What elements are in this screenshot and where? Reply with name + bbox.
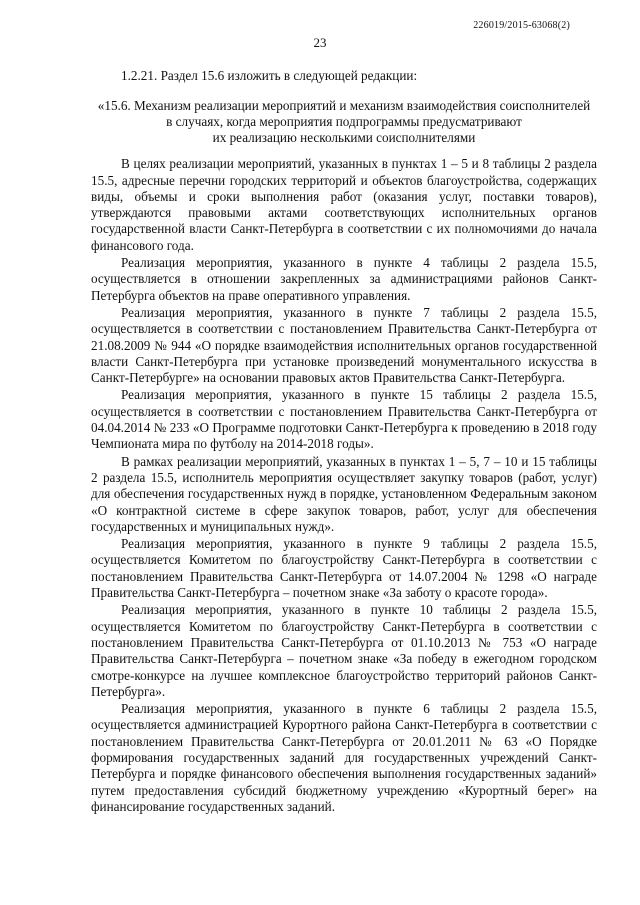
paragraph: Реализация мероприятия, указанного в пункте 7 таблицы 2 раздела 15.5, осуществляется в соответствии с постановлением Правительства Санкт-Петербурга от 21.08.2009 № 944 «О порядке взаимодействия исполнительных органов государственной власти Санкт-Петербурга при установке произведений монументального искусства в Санкт-Петербурге» на основании правовых актов Правительства Санкт-Петербурга.: [91, 304, 597, 386]
paragraph: В целях реализации мероприятий, указанных в пунктах 1 – 5 и 8 таблицы 2 раздела 15.5, адресные перечни городских территорий и объектов благоустройства, содержащих виды, объемы и сроки выполнения работ (оказания услуг, поставки товаров), утверждаются правовыми актами соответствующих исполнительных органов государственной власти Санкт-Петербурга в соответствии с их полномочиями до начала финансового года.: [91, 156, 597, 253]
paragraph: Реализация мероприятия, указанного в пункте 4 таблицы 2 раздела 15.5, осуществляется в отношении закрепленных за администрациями районов Санкт-Петербурга объектов на праве оперативного управления.: [91, 255, 597, 303]
page-number: 23: [313, 35, 327, 50]
paragraph: Реализация мероприятия, указанного в пункте 10 таблицы 2 раздела 15.5, осуществляется Комитетом по благоустройству Санкт-Петербурга в соответствии с постановлением Правительства Санкт-Петербурга от 01.10.2013 № 753 «О награде Правительства Санкт-Петербурга – почетном знаке «За победу в ежегодном городском смотре-конкурсе на лучшее комплексное благоустройство территорий районов Санкт-Петербурга».: [91, 602, 597, 699]
section-title-line-1: «15.6. Механизм реализации мероприятий и механизм взаимодействия соисполнителей: [97, 98, 591, 114]
paragraph: Реализация мероприятия, указанного в пункте 9 таблицы 2 раздела 15.5, осуществляется Комитетом по благоустройству Санкт-Петербурга в соответствии с постановлением Правительства Санкт-Петербурга от 14.07.2004 № 1298 «О награде Правительства Санкт-Петербурга – почетном знаке «За заботу о красоте города».: [91, 536, 597, 601]
document-body: [91, 68, 597, 816]
section-title-line-2: в случаях, когда мероприятия подпрограммы предусматривают: [166, 114, 522, 130]
section-title: [91, 98, 597, 146]
paragraph: Реализация мероприятия, указанного в пункте 15 таблицы 2 раздела 15.5, осуществляется в соответствии с постановлением Правительства Санкт-Петербурга от 04.04.2014 № 233 «О Программе подготовки Санкт-Петербурга к проведению в 2018 году Чемпионата мира по футболу на 2014-2018 годы».: [91, 387, 597, 452]
section-title-line-3: их реализацию несколькими соисполнителями: [212, 130, 476, 146]
paragraph: В рамках реализации мероприятий, указанных в пунктах 1 – 5, 7 – 10 и 15 таблицы 2 раздела 15.5, исполнитель мероприятия осуществляет закупку товаров (работ, услуг) для обеспечения государственных нужд в порядке, установленном Федеральным законом «О контрактной системе в сфере закупок товаров, работ, услуг для обеспечения государственных и муниципальных нужд».: [91, 453, 597, 534]
paragraph: Реализация мероприятия, указанного в пункте 6 таблицы 2 раздела 15.5, осуществляется администрацией Курортного района Санкт-Петербурга в соответствии с постановлением Правительства Санкт-Петербурга от 20.01.2011 № 63 «О Порядке формирования государственных заданий для государственных учреждений Санкт-Петербурга и порядке финансового обеспечения выполнения государственных заданий» путем предоставления субсидий бюджетному учреждению «Курортный берег» на финансирование государственных заданий.: [91, 701, 597, 814]
document-id: 226019/2015-63068(2): [473, 20, 570, 31]
amendment-intro: 1.2.21. Раздел 15.6 изложить в следующей редакции:: [121, 68, 418, 83]
